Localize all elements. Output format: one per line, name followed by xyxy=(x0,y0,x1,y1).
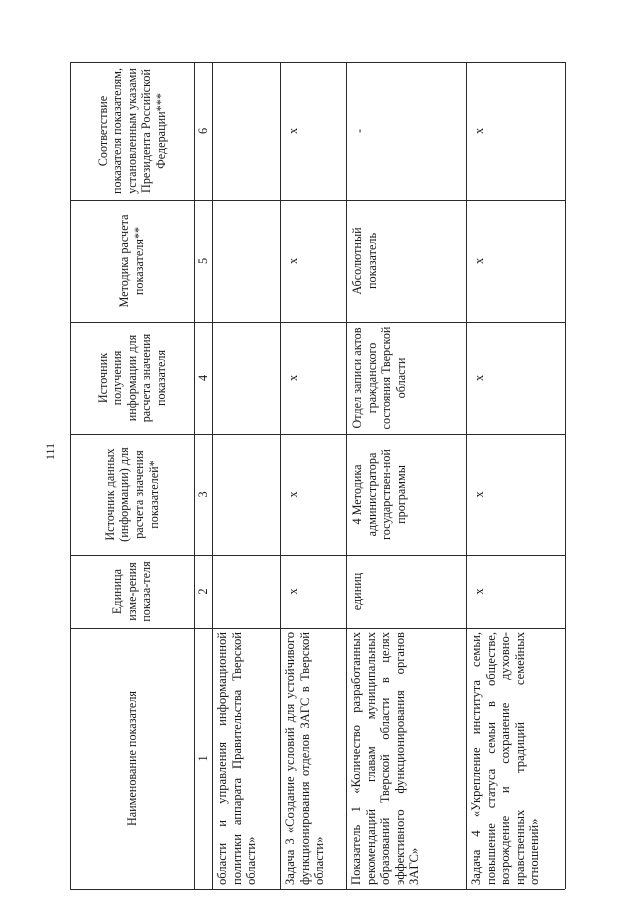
row-3-unit-text: единиц xyxy=(350,572,364,611)
row-2-method xyxy=(280,200,346,322)
row-3-name-text: Показатель 1 «Количество разработанных рекомендаций главам муниципальных образований Тверской области в целях эффективного функционирования органов ЗАГС» xyxy=(349,632,422,885)
header-source-data xyxy=(70,434,194,555)
table-rule xyxy=(565,62,566,889)
table-rule xyxy=(70,434,565,435)
row-3-source-info-text: Отдел записи актов гражданского состояния Тверской области xyxy=(350,326,408,430)
header-conformity xyxy=(70,62,194,200)
table-rule xyxy=(70,62,565,63)
row-4-unit-text: х xyxy=(472,588,486,595)
header-unit xyxy=(70,555,194,628)
table-rule xyxy=(194,62,195,889)
header-source-info xyxy=(70,322,194,434)
row-3-unit xyxy=(346,555,466,628)
column-number-1 xyxy=(194,628,212,889)
row-3-source-data-text: 4 Методика администратора государствен-ной программы xyxy=(350,449,408,540)
header-unit-text: Единица изме-рения показа-теля xyxy=(110,561,154,622)
column-number-5-text: 5 xyxy=(195,257,210,265)
header-source-info-text: Источник получения информации для расчета значения показателя xyxy=(95,333,168,423)
row-2-unit xyxy=(280,555,346,628)
row-3-method-text: Абсолютный показатель xyxy=(350,227,379,295)
row-4-name xyxy=(466,628,565,889)
row-3-source-data xyxy=(346,434,466,555)
header-name-text: Наименование показателя xyxy=(124,690,139,827)
row-3-source-info xyxy=(346,322,466,434)
column-number-3-text: 3 xyxy=(195,491,210,498)
column-number-3 xyxy=(194,434,212,555)
table-rule xyxy=(70,889,565,890)
table-rule xyxy=(280,62,281,889)
row-1-name-text: области и управления информационной политики аппарата Правительства Тверской области» xyxy=(215,632,259,885)
row-2-method-text: х xyxy=(286,257,300,265)
row-4-source-data xyxy=(466,434,565,555)
header-source-data-text: Источник данных (информации) для расчета значения показателей* xyxy=(102,447,161,542)
row-2-source-data-text: х xyxy=(286,491,300,498)
header-conformity-text: Соответствие показателя показателям, установленным указами Президента Российской Федерации*** xyxy=(95,68,168,194)
column-number-6-text: 6 xyxy=(195,127,210,135)
row-4-conformity xyxy=(466,62,565,200)
column-number-2-text: 2 xyxy=(195,588,210,595)
row-2-conformity xyxy=(280,62,346,200)
column-number-4-text: 4 xyxy=(195,374,210,382)
column-number-5 xyxy=(194,200,212,322)
row-4-source-data-text: х xyxy=(472,491,486,498)
header-name xyxy=(70,628,194,889)
table-rule xyxy=(466,62,467,889)
table-rule xyxy=(346,62,347,889)
row-3-conformity xyxy=(346,62,466,200)
table-rule xyxy=(70,322,565,323)
row-2-source-data xyxy=(280,434,346,555)
row-4-unit xyxy=(466,555,565,628)
column-number-4 xyxy=(194,322,212,434)
table-rule xyxy=(70,555,565,556)
row-2-name xyxy=(280,628,346,889)
table-rule xyxy=(70,62,71,889)
row-3-name xyxy=(346,628,466,889)
column-number-2 xyxy=(194,555,212,628)
header-method-text: Методика расчета показателя** xyxy=(117,214,146,308)
row-3-conformity-text: - xyxy=(352,128,366,134)
table-rule xyxy=(70,200,565,201)
page-number-text: 111 xyxy=(43,442,57,460)
page-number xyxy=(43,442,57,462)
row-4-name-text: Задача 4 «Укрепление института семьи, повышение статуса семьи в обществе, возрождение и сохранение духовно-нравственных традиций семейных отношений» xyxy=(469,632,542,885)
row-2-conformity-text: х xyxy=(286,127,300,135)
row-3-method xyxy=(346,200,466,322)
row-4-method-text: х xyxy=(472,257,486,265)
row-1-name xyxy=(212,628,280,889)
column-number-1-text: 1 xyxy=(195,755,210,762)
row-2-unit-text: х xyxy=(286,588,300,595)
row-2-source-info xyxy=(280,322,346,434)
row-2-name-text: Задача 3 «Создание условий для устойчивого функционирования отделов ЗАГС в Тверской области» xyxy=(283,632,327,885)
column-number-6 xyxy=(194,62,212,200)
row-4-source-info xyxy=(466,322,565,434)
row-4-method xyxy=(466,200,565,322)
row-2-source-info-text: х xyxy=(286,374,300,382)
table-rule xyxy=(70,628,565,629)
table-rule xyxy=(212,62,213,889)
row-4-conformity-text: х xyxy=(472,127,486,135)
header-method xyxy=(70,200,194,322)
row-4-source-info-text: х xyxy=(472,374,486,382)
